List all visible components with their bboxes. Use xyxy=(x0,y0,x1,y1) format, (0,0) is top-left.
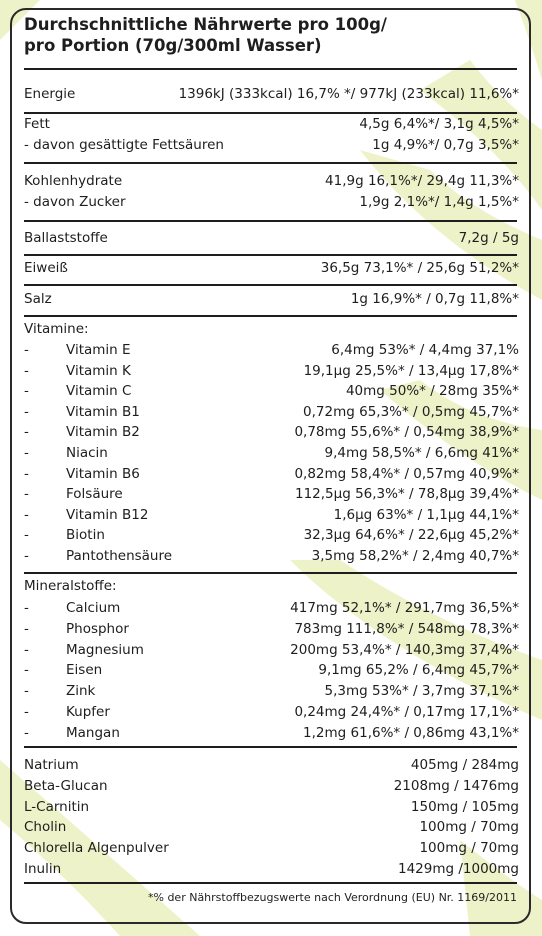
divider xyxy=(24,746,517,748)
row-label: Ballaststoffe xyxy=(24,230,108,246)
header-line-1: Durchschnittliche Nährwerte pro 100g/ xyxy=(24,15,387,34)
bullet-dash: - xyxy=(24,641,29,658)
bullet-dash: - xyxy=(24,704,29,720)
row-label: Beta-Glucan xyxy=(24,777,108,794)
row-label: Mangan xyxy=(66,724,120,741)
bullet-dash: - xyxy=(24,620,29,637)
bullet-dash: - xyxy=(24,383,29,400)
row-label: Natrium xyxy=(24,757,79,773)
list-item xyxy=(24,422,519,442)
divider xyxy=(24,254,517,256)
bullet-dash: - xyxy=(24,486,29,503)
row-label: Kohlenhydrate xyxy=(24,173,123,189)
row-value: 200mg 53,4%* / 140,3mg 37,4%* xyxy=(290,641,519,658)
row-gesaettigte-fettsaeuren xyxy=(24,135,519,155)
row-value: 2108mg / 1476mg xyxy=(393,777,519,794)
row-value: 1,9g 2,1%*/ 1,4g 1,5%* xyxy=(359,194,519,210)
list-item xyxy=(24,681,519,701)
list-item xyxy=(24,546,519,566)
row-label: Vitamin K xyxy=(66,362,131,379)
row-value: 0,78mg 55,6%* / 0,54mg 38,9%* xyxy=(294,424,519,441)
row-label: Biotin xyxy=(66,527,105,544)
row-value: 1,2mg 61,6%* / 0,86mg 43,1%* xyxy=(303,724,519,741)
row-fett xyxy=(24,114,519,134)
bullet-dash: - xyxy=(24,548,29,564)
row-value: 41,9g 16,1%*/ 29,4g 11,3%* xyxy=(325,173,519,189)
row-energie xyxy=(24,84,519,104)
row-value: 9,4mg 58,5%* / 6,6mg 41%* xyxy=(324,445,519,461)
row-label: Chlorella Algenpulver xyxy=(24,840,169,857)
nutrition-panel xyxy=(10,8,531,924)
row-value: 19,1µg 25,5%* / 13,4µg 17,8%* xyxy=(303,362,519,379)
divider xyxy=(24,162,517,164)
row-label: Eiweiß xyxy=(24,260,68,276)
row-label: - davon Zucker xyxy=(24,194,126,210)
row-label: Zink xyxy=(66,683,96,700)
row-value: 0,24mg 24,4%* / 0,17mg 17,1%* xyxy=(294,704,519,720)
row-label: Vitamin B2 xyxy=(66,424,140,441)
divider xyxy=(24,572,517,574)
header-line-2: pro Portion (70g/300ml Wasser) xyxy=(24,36,322,55)
row-value: 0,72mg 65,3%* / 0,5mg 45,7%* xyxy=(303,403,519,420)
list-item xyxy=(24,361,519,381)
row-label: Niacin xyxy=(66,445,108,461)
vitamine-title: Vitamine: xyxy=(24,321,89,337)
row-label: Phosphor xyxy=(66,620,129,637)
divider xyxy=(24,882,517,884)
row-label: Vitamin B12 xyxy=(66,506,149,523)
row-value: 112,5µg 56,3%* / 78,8µg 39,4%* xyxy=(294,486,519,503)
bullet-dash: - xyxy=(24,662,29,679)
row-value: 1g 4,9%*/ 0,7g 3,5%* xyxy=(372,137,519,153)
footnote: *% der Nährstoffbezugswerte nach Verordnung (EU) Nr. 1169/2011 xyxy=(148,891,517,904)
list-item xyxy=(24,776,519,796)
row-value: 1g 16,9%* / 0,7g 11,8%* xyxy=(350,291,519,307)
list-item xyxy=(24,381,519,401)
row-value: 1396kJ (333kcal) 16,7% */ 977kJ (233kcal) 11,6%* xyxy=(178,86,519,102)
list-item xyxy=(24,817,519,837)
row-zucker xyxy=(24,192,519,212)
row-value: 1429mg /1000mg xyxy=(398,861,519,877)
list-item xyxy=(24,598,519,618)
row-salz xyxy=(24,289,519,309)
row-label: Magnesium xyxy=(66,641,144,658)
list-item xyxy=(24,859,519,879)
list-item xyxy=(24,443,519,463)
row-label: Calcium xyxy=(66,600,121,616)
bullet-dash: - xyxy=(24,527,29,544)
row-value: 1,6µg 63%* / 1,1µg 44,1%* xyxy=(333,506,519,523)
list-item xyxy=(24,640,519,660)
row-value: 9,1mg 65,2% / 6,4mg 45,7%* xyxy=(318,662,519,679)
row-value: 783mg 111,8%* / 548mg 78,3%* xyxy=(294,620,519,637)
row-eiweiss xyxy=(24,258,519,278)
row-label: Vitamin B1 xyxy=(66,403,140,420)
list-item xyxy=(24,340,519,360)
row-value: 32,3µg 64,6%* / 22,6µg 45,2%* xyxy=(303,527,519,544)
row-label: Vitamin E xyxy=(66,342,131,358)
row-value: 4,5g 6,4%*/ 3,1g 4,5%* xyxy=(359,116,519,132)
divider xyxy=(24,220,517,222)
list-item xyxy=(24,484,519,504)
list-item xyxy=(24,464,519,484)
row-label: Energie xyxy=(24,86,76,102)
row-value: 7,2g / 5g xyxy=(458,230,519,246)
row-label: Folsäure xyxy=(66,486,123,503)
row-label: Inulin xyxy=(24,861,62,877)
list-item xyxy=(24,723,519,743)
mineralstoffe-title: Mineralstoffe: xyxy=(24,578,117,594)
list-item xyxy=(24,702,519,722)
bullet-dash: - xyxy=(24,362,29,379)
row-label: - davon gesättigte Fettsäuren xyxy=(24,137,224,153)
row-value: 0,82mg 58,4%* / 0,57mg 40,9%* xyxy=(294,465,519,482)
list-item xyxy=(24,525,519,545)
row-value: 6,4mg 53%* / 4,4mg 37,1% xyxy=(331,342,519,358)
list-item xyxy=(24,505,519,525)
row-label: Salz xyxy=(24,291,52,307)
row-kohlenhydrate xyxy=(24,171,519,191)
row-label: L-Carnitin xyxy=(24,798,90,815)
bullet-dash: - xyxy=(24,465,29,482)
bullet-dash: - xyxy=(24,683,29,700)
table-header xyxy=(24,14,517,56)
bullet-dash: - xyxy=(24,445,29,461)
row-label: Fett xyxy=(24,116,50,132)
bullet-dash: - xyxy=(24,424,29,441)
row-value: 36,5g 73,1%* / 25,6g 51,2%* xyxy=(320,260,519,276)
row-label: Eisen xyxy=(66,662,103,679)
bullet-dash: - xyxy=(24,342,29,358)
divider xyxy=(24,315,517,317)
row-label: Vitamin B6 xyxy=(66,465,140,482)
row-label: Kupfer xyxy=(66,704,110,720)
bullet-dash: - xyxy=(24,724,29,741)
row-value: 150mg / 105mg xyxy=(410,798,519,815)
row-value: 100mg / 70mg xyxy=(419,819,519,836)
row-label: Vitamin C xyxy=(66,383,132,400)
row-label: Pantothensäure xyxy=(66,548,173,564)
row-value: 40mg 50%* / 28mg 35%* xyxy=(345,383,519,400)
list-item xyxy=(24,619,519,639)
row-value: 405mg / 284mg xyxy=(410,757,519,773)
row-label: Cholin xyxy=(24,819,67,836)
list-item xyxy=(24,755,519,775)
list-item xyxy=(24,660,519,680)
row-value: 100mg / 70mg xyxy=(419,840,519,857)
divider xyxy=(24,284,517,286)
list-item xyxy=(24,797,519,817)
bullet-dash: - xyxy=(24,506,29,523)
row-value: 417mg 52,1%* / 291,7mg 36,5%* xyxy=(290,600,519,616)
row-ballaststoffe xyxy=(24,228,519,248)
divider xyxy=(24,68,517,70)
row-value: 5,3mg 53%* / 3,7mg 37,1%* xyxy=(324,683,519,700)
bullet-dash: - xyxy=(24,600,29,616)
row-value: 3,5mg 58,2%* / 2,4mg 40,7%* xyxy=(311,548,519,564)
list-item xyxy=(24,838,519,858)
list-item xyxy=(24,402,519,422)
bullet-dash: - xyxy=(24,403,29,420)
